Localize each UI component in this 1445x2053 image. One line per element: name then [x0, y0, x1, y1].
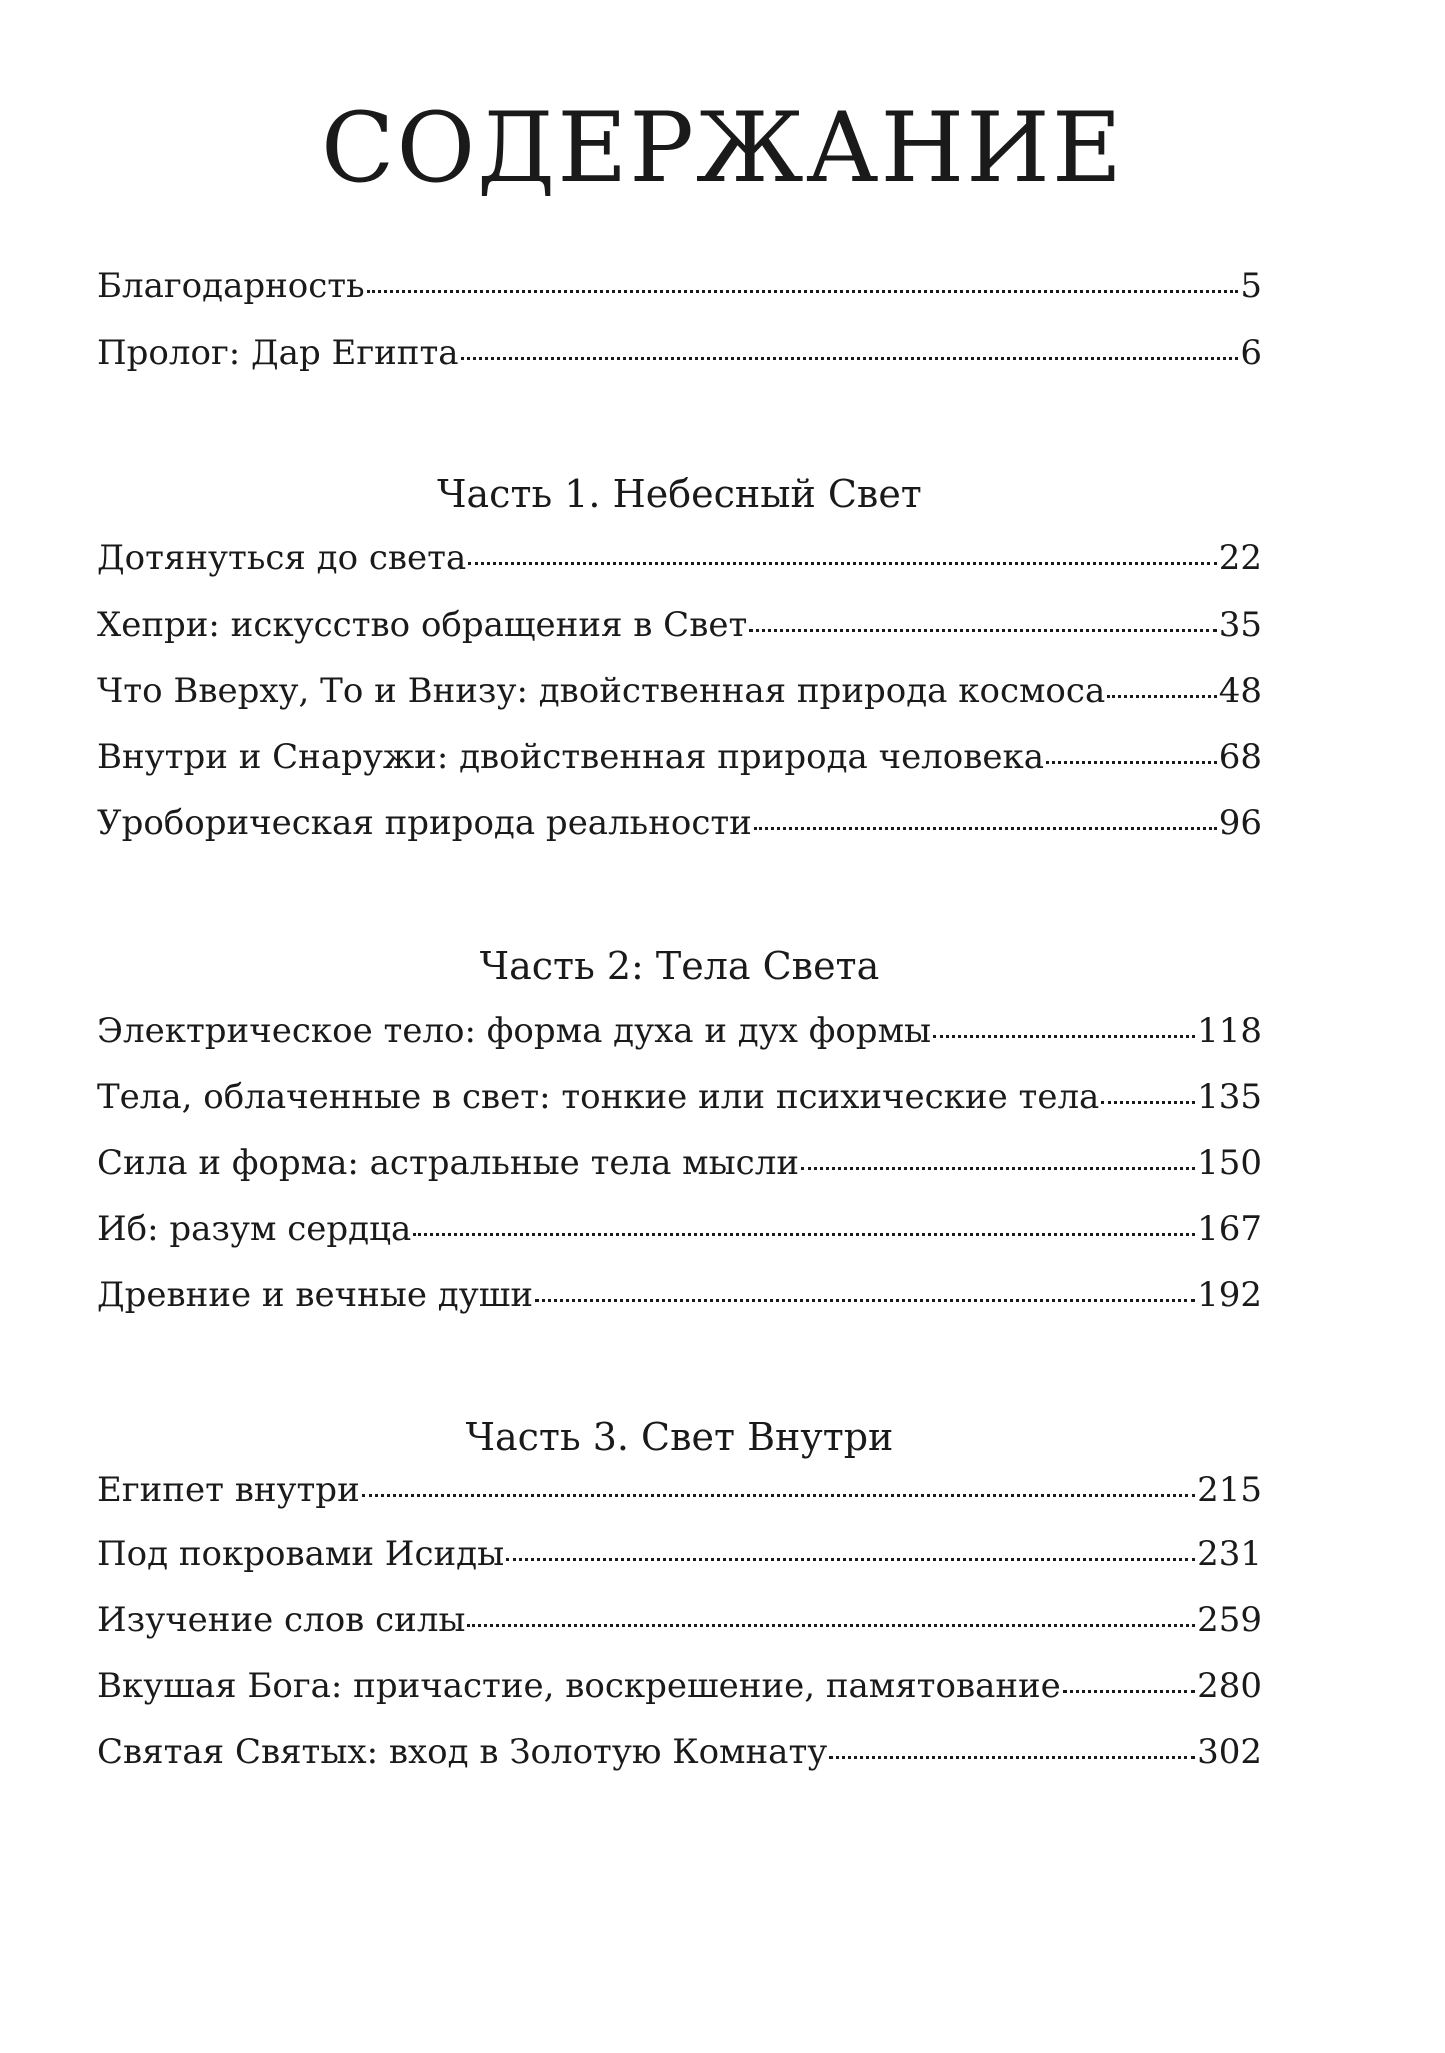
- dot-leader: [754, 827, 1217, 830]
- toc-entry: [97, 1664, 1262, 1708]
- toc-entry-title: Благодарность: [97, 266, 365, 306]
- toc-entry: [97, 1730, 1262, 1774]
- toc-entry-title: Иб: разум сердца: [97, 1209, 412, 1249]
- toc-entry-title: Изучение слов силы: [97, 1600, 466, 1640]
- dot-leader: [1101, 1101, 1195, 1104]
- dot-leader: [467, 1624, 1195, 1627]
- dot-leader: [1063, 1690, 1195, 1693]
- toc-entry-page: 215: [1197, 1470, 1262, 1510]
- toc-entry-page: 118: [1197, 1011, 1262, 1051]
- toc-entry-title: Уроборическая природа реальности: [97, 803, 752, 843]
- dot-leader: [413, 1233, 1195, 1236]
- dot-leader: [367, 290, 1239, 293]
- toc-entry-page: 5: [1240, 266, 1262, 306]
- toc-entry: [97, 331, 1262, 375]
- part-heading: Часть 2: Тела Света: [479, 944, 880, 988]
- toc-entry-page: 302: [1197, 1732, 1262, 1772]
- toc-entry: [97, 1598, 1262, 1642]
- toc-entry-title: Сила и форма: астральные тела мысли: [97, 1143, 799, 1183]
- toc-entry-title: Под покровами Исиды: [97, 1534, 505, 1574]
- toc-entry-title: Древние и вечные души: [97, 1275, 533, 1315]
- toc-entry-page: 48: [1218, 671, 1262, 711]
- toc-entry: [97, 1009, 1262, 1053]
- toc-entry-title: Что Вверху, То и Внизу: двойственная природа космоса: [97, 671, 1106, 711]
- toc-entry-title: Святая Святых: вход в Золотую Комнату: [97, 1732, 828, 1772]
- dot-leader: [506, 1558, 1195, 1561]
- toc-entry: [97, 264, 1262, 308]
- dot-leader: [1107, 695, 1217, 698]
- toc-entry-page: 167: [1197, 1209, 1262, 1249]
- toc-entry-title: Вкушая Бога: причастие, воскрешение, памятование: [97, 1666, 1061, 1706]
- toc-entry: [97, 1468, 1262, 1512]
- toc-entry-page: 192: [1197, 1275, 1262, 1315]
- toc-entry: [97, 1273, 1262, 1317]
- toc-entry-page: 68: [1218, 737, 1262, 777]
- toc-entry-title: Дотянуться до света: [97, 538, 467, 578]
- toc-entry-title: Тела, облаченные в свет: тонкие или психические тела: [97, 1077, 1100, 1117]
- dot-leader: [829, 1756, 1195, 1759]
- toc-entry-page: 231: [1197, 1534, 1262, 1574]
- toc-entry: [97, 536, 1262, 580]
- dot-leader: [362, 1494, 1195, 1497]
- dot-leader: [933, 1035, 1195, 1038]
- toc-entry-title: Внутри и Снаружи: двойственная природа человека: [97, 737, 1045, 777]
- toc-entry-page: 35: [1218, 605, 1262, 645]
- part-heading: Часть 3. Свет Внутри: [465, 1415, 894, 1459]
- toc-entry: [97, 735, 1262, 779]
- toc-entry: [97, 1207, 1262, 1251]
- page-title: СОДЕРЖАНИЕ: [321, 92, 1124, 204]
- toc-entry-page: 6: [1240, 333, 1262, 373]
- toc-entry-title: Электрическое тело: форма духа и дух формы: [97, 1011, 932, 1051]
- toc-entry-page: 150: [1197, 1143, 1262, 1183]
- toc-entry-title: Хепри: искусство обращения в Свет: [97, 605, 748, 645]
- toc-entry: [97, 603, 1262, 647]
- toc-entry: [97, 801, 1262, 845]
- toc-entry-title: Пролог: Дар Египта: [97, 333, 459, 373]
- toc-entry-page: 280: [1197, 1666, 1262, 1706]
- dot-leader: [1046, 761, 1217, 764]
- dot-leader: [535, 1299, 1195, 1302]
- toc-entry-page: 259: [1197, 1600, 1262, 1640]
- dot-leader: [461, 357, 1239, 360]
- dot-leader: [468, 562, 1216, 565]
- toc-entry-title: Египет внутри: [97, 1470, 360, 1510]
- toc-entry: [97, 1075, 1262, 1119]
- toc-entry: [97, 669, 1262, 713]
- dot-leader: [749, 629, 1216, 632]
- toc-entry-page: 22: [1218, 538, 1262, 578]
- toc-entry: [97, 1532, 1262, 1576]
- part-heading: Часть 1. Небесный Свет: [437, 472, 922, 516]
- dot-leader: [801, 1167, 1195, 1170]
- toc-entry-page: 96: [1218, 803, 1262, 843]
- toc-entry-page: 135: [1197, 1077, 1262, 1117]
- toc-entry: [97, 1141, 1262, 1185]
